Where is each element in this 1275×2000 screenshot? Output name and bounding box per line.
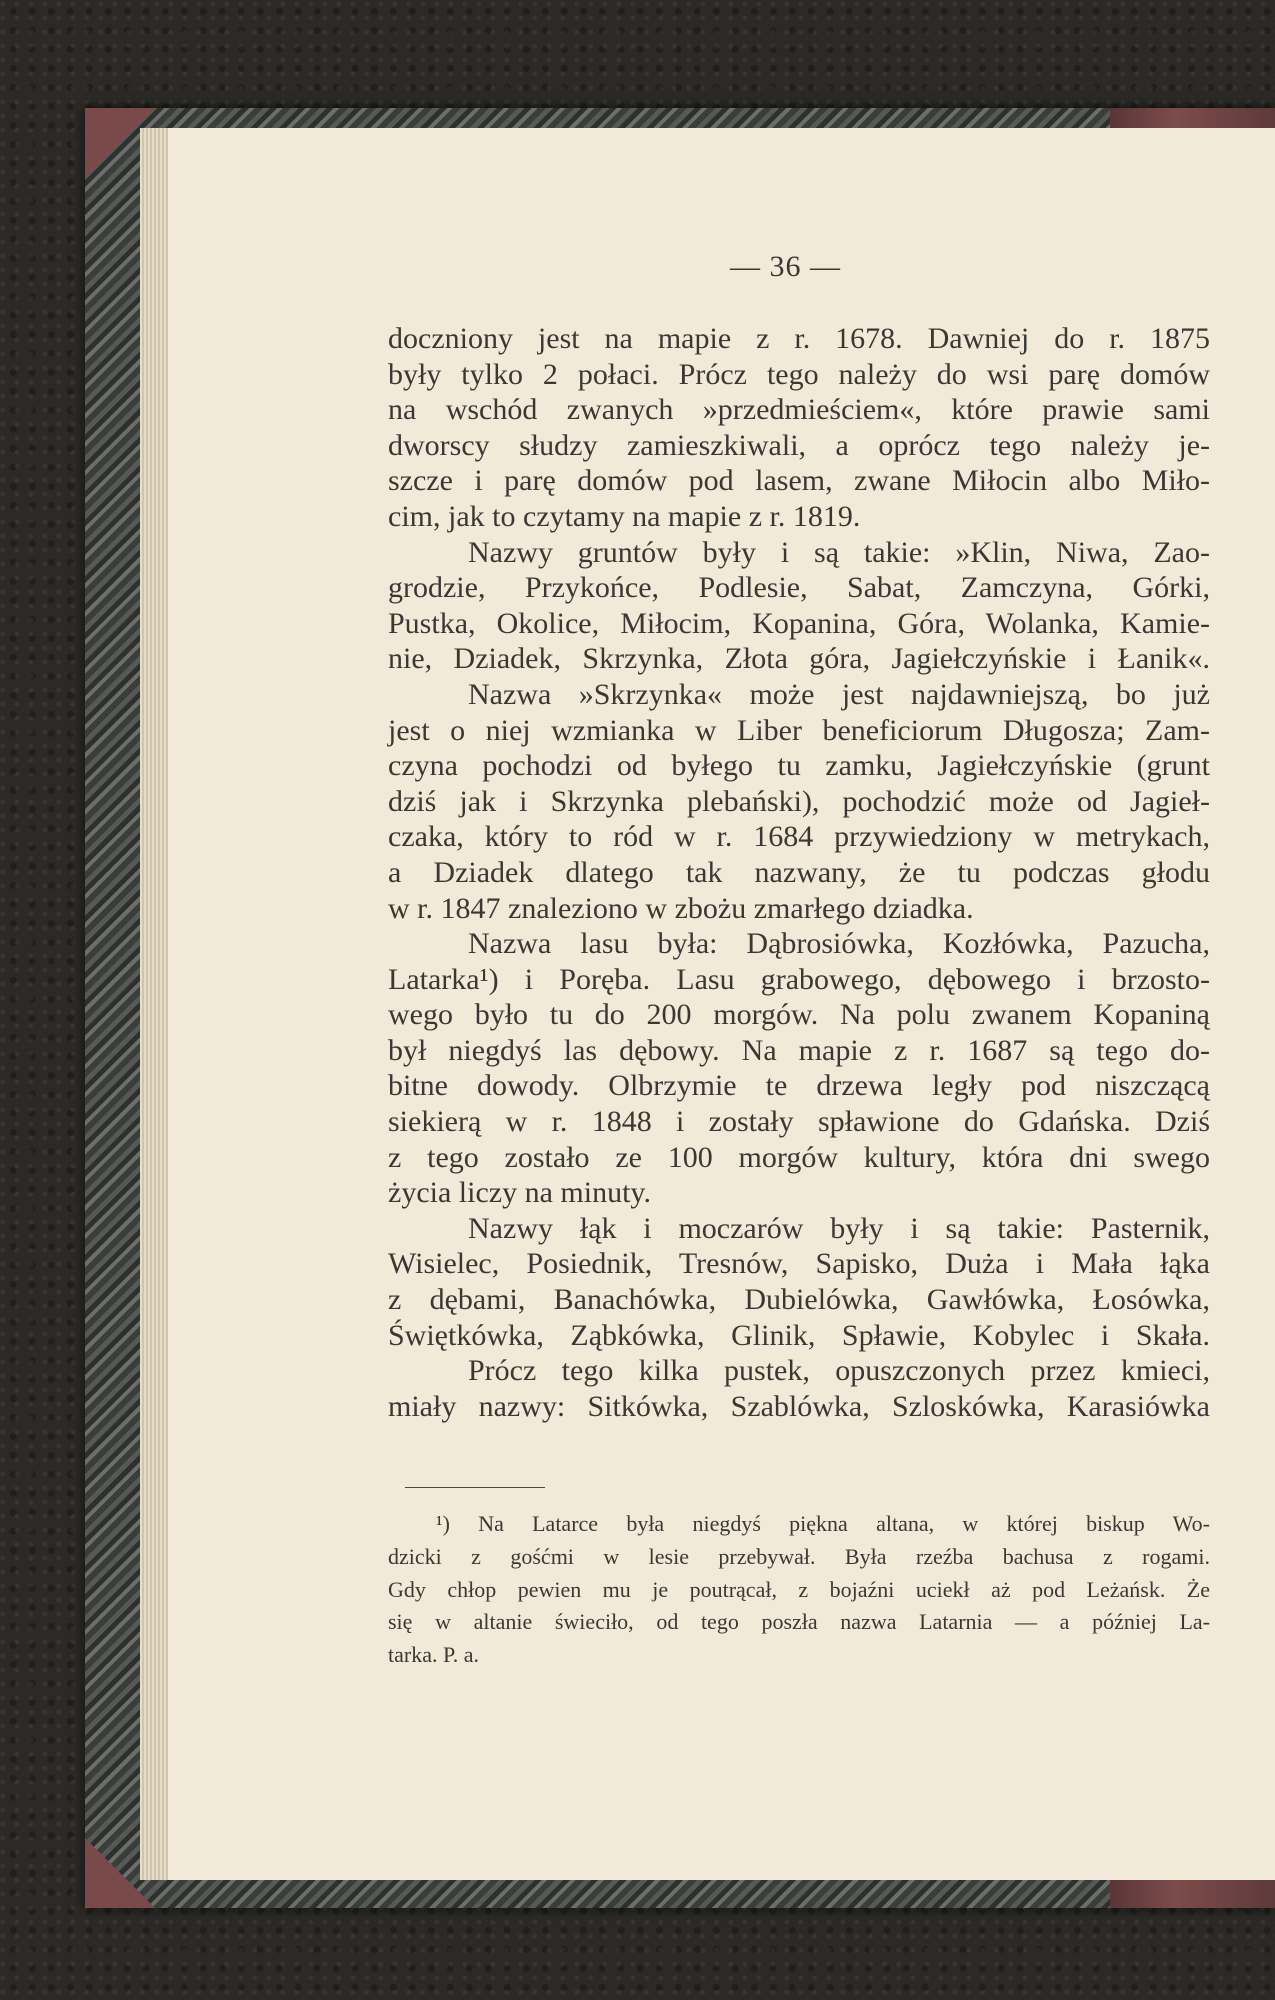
text-line: jest o niej wzmianka w Liber beneficiorum Długosza; Zam- [388, 713, 1210, 747]
text-line: w r. 1847 znaleziono w zbożu zmarłego dziadka. [388, 891, 974, 925]
page-edges [140, 128, 170, 1880]
footnote-line: tarka. P. a. [388, 1642, 480, 1668]
footnote-line: dzicki z gośćmi w lesie przebywał. Była rzeźba bachusa z rogami. [388, 1543, 1210, 1569]
footnotes [388, 1508, 1210, 1672]
text-line: dziś jak i Skrzynka plebański), pochodzić może od Jagieł- [388, 784, 1210, 818]
text-line: z tego zostało ze 100 morgów kultury, która dni swego [388, 1140, 1210, 1174]
text-line: czyna pochodzi od byłego tu zamku, Jagiełczyńskie (grunt [388, 749, 1210, 783]
footnote-line: ¹) Na Latarce była niegdyś piękna altana, w której biskup Wo- [436, 1511, 1210, 1536]
text-line: Nazwy gruntów były i są takie: »Klin, Niwa, Zao- [468, 535, 1210, 569]
text-line: Świętkówka, Ząbkówka, Glinik, Spławie, Kobylec i Skała. [388, 1318, 1210, 1352]
text-line: Nazwa lasu była: Dąbrosiówka, Kozłówka, Pazucha, [468, 927, 1210, 961]
text-line: szcze i parę domów pod lasem, zwane Miłocin albo Miło- [388, 464, 1210, 498]
text-line: Pustka, Okolice, Miłocim, Kopanina, Góra, Wolanka, Kamie- [388, 606, 1210, 640]
body-text [388, 321, 1210, 1424]
page-number: — 36 — [730, 250, 841, 283]
footnote-line: Gdy chłop pewien mu je poutrącał, z bojaźni uciekł aż pod Leżańsk. Że [388, 1576, 1210, 1602]
text-line: nie, Dziadek, Skrzynka, Złota góra, Jagiełczyńskie i Łanik«. [388, 642, 1210, 676]
footnote-line: się w altanie świeciło, od tego poszła nazwa Latarnia — a później La- [388, 1609, 1210, 1635]
text-line: a Dziadek dlatego tak nazwany, że tu podczas głodu [388, 855, 1210, 889]
text-line: Latarka¹) i Poręba. Lasu grabowego, dębowego i brzosto- [388, 962, 1210, 996]
text-line: Wisielec, Posiednik, Tresnów, Sapisko, Duża i Mała łąka [388, 1247, 1210, 1281]
text-line: siekierą w r. 1848 i zostały spławione do Gdańska. Dziś [388, 1105, 1210, 1139]
text-line: grodzie, Przykońce, Podlesie, Sabat, Zamczyna, Górki, [388, 571, 1210, 605]
text-line: doczniony jest na mapie z r. 1678. Dawniej do r. 1875 [388, 322, 1210, 355]
text-line: dworscy słudzy zamieszkiwali, a oprócz tego należy je- [388, 428, 1210, 462]
text-line: bitne dowody. Olbrzymie te drzewa legły pod niszczącą [388, 1069, 1210, 1103]
text-line: cim, jak to czytamy na mapie z r. 1819. [388, 499, 861, 533]
text-line: Nazwa »Skrzynka« może jest najdawniejszą, bo już [468, 677, 1210, 711]
text-line: był niegdyś las dębowy. Na mapie z r. 1687 są tego do- [388, 1033, 1210, 1067]
text-line: życia liczy na minuty. [388, 1176, 651, 1210]
text-line: wego było tu do 200 morgów. Na polu zwanem Kopaniną [388, 998, 1210, 1032]
text-line: miały nazwy: Sitkówka, Szablówka, Szloskówka, Karasiówka [388, 1389, 1210, 1423]
text-line: na wschód zwanych »przedmieściem«, które prawie sami [388, 393, 1210, 427]
text-line: z dębami, Banachówka, Dubielówka, Gawłówka, Łosówka, [388, 1283, 1210, 1317]
footnote-separator [405, 1487, 545, 1488]
text-line: Prócz tego kilka pustek, opuszczonych przez kmieci, [468, 1354, 1210, 1388]
text-line: były tylko 2 połaci. Prócz tego należy do wsi parę domów [388, 357, 1210, 391]
text-line: czaka, który to ród w r. 1684 przywiedziony w metrykach, [388, 820, 1210, 854]
text-line: Nazwy łąk i moczarów były i są takie: Pasternik, [468, 1211, 1210, 1245]
